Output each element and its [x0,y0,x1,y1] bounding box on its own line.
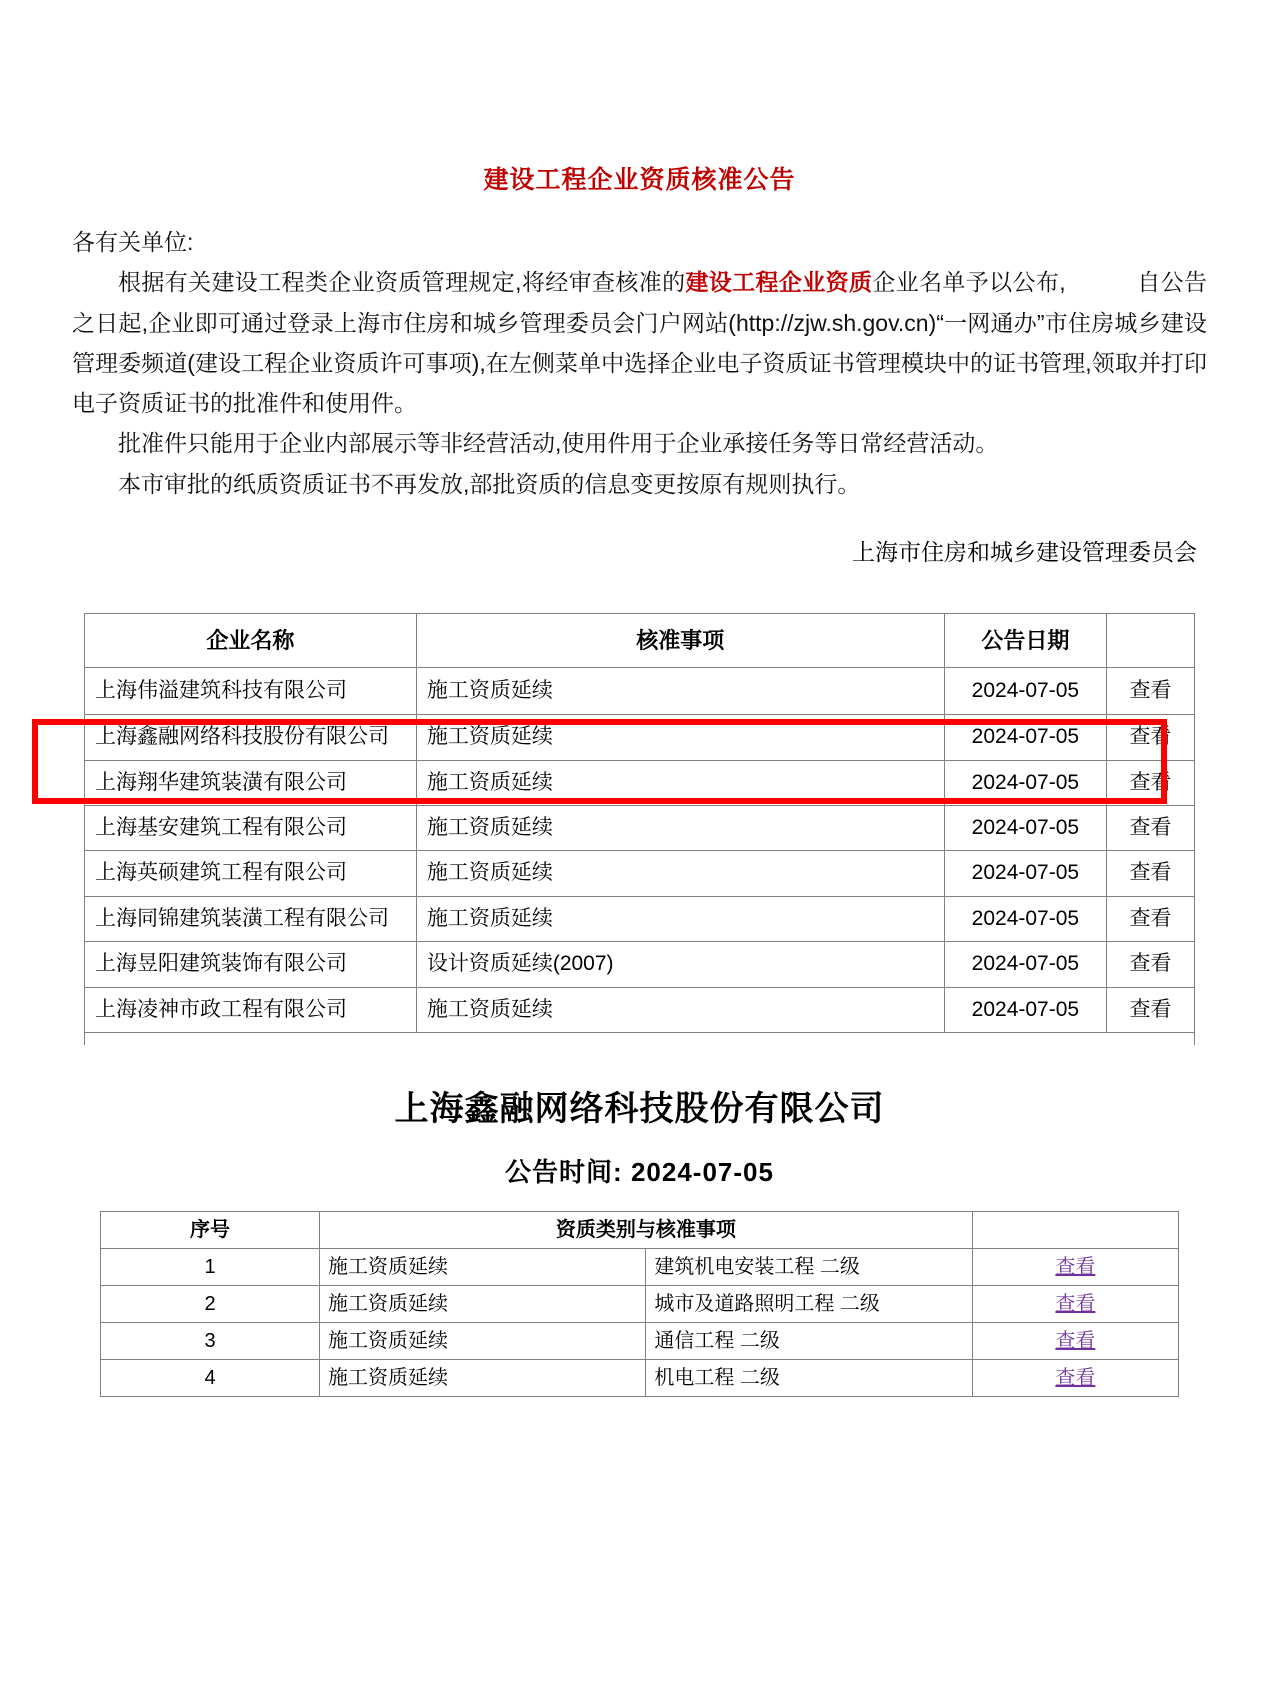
view-link[interactable] [972,1248,1178,1285]
header-approval-item: 核准事项 [416,613,944,668]
cell-announce-date: 2024-07-05 [944,896,1106,941]
view-link[interactable]: 查看 [1106,987,1194,1032]
view-link-text[interactable]: 查看 [1055,1329,1096,1352]
list-item [101,1359,1179,1396]
cell-qualification-category: 机电工程 二级 [646,1359,972,1396]
table-row [85,715,1195,760]
qualification-detail-table [100,1211,1179,1397]
detail-header-row [101,1211,1179,1248]
cell-announce-date: 2024-07-05 [944,760,1106,805]
notice-paragraph-1 [72,262,1207,423]
cell-announce-date: 2024-07-05 [944,851,1106,896]
table-bottom-crop [84,1033,1195,1045]
cell-qualification-category: 通信工程 二级 [646,1322,972,1359]
view-link-text[interactable]: 查看 [1055,1292,1096,1315]
announcement-date [72,1152,1207,1189]
cell-approval-item: 施工资质延续 [416,851,944,896]
page-title: 建设工程企业资质核准公告 [483,166,796,194]
cell-company-name: 上海英硕建筑工程有限公司 [85,851,417,896]
view-link[interactable]: 查看 [1106,896,1194,941]
cell-sequence-no: 2 [101,1285,320,1322]
cell-sequence-no: 3 [101,1322,320,1359]
table-row [85,806,1195,851]
cell-announce-date: 2024-07-05 [944,806,1106,851]
cell-approval-item: 施工资质延续 [416,896,944,941]
cell-sequence-no: 4 [101,1359,320,1396]
cell-company-name: 上海基安建筑工程有限公司 [85,806,417,851]
cell-approval-item: 施工资质延续 [416,668,944,715]
cell-company-name: 上海伟溢建筑科技有限公司 [85,668,417,715]
view-link[interactable]: 查看 [1106,668,1194,715]
header-detail-action [972,1211,1178,1248]
view-link[interactable]: 查看 [1106,806,1194,851]
para1-part-b: 企业名单予以公布, [872,269,1066,296]
header-qualification-category: 资质类别与核准事项 [320,1211,973,1248]
cell-approval-item: 施工资质延续 [416,760,944,805]
view-link[interactable]: 查看 [1106,942,1194,987]
table-row [85,896,1195,941]
table-row [85,668,1195,715]
cell-approval-item: 施工资质延续 [320,1359,646,1396]
view-link[interactable] [972,1322,1178,1359]
cell-announce-date: 2024-07-05 [944,987,1106,1032]
para1-highlight: 建设工程企业资质 [685,269,873,296]
cell-qualification-category: 建筑机电安装工程 二级 [646,1248,972,1285]
notice-body [72,222,1207,504]
para1-part-c: 自公告之日起,企业即可通过登录上海市住房和城乡管理委员会门户网站(http://zjw.sh.gov.cn)“一网通办”市住房城乡建设管理委频道(建设工程企业资质许可事项),在左侧菜单中选择企业电子资质证书管理模块中的证书管理,领取并打印电子资质证书的批准件和使用件。 [72,269,1208,416]
detail-table-container [72,1211,1207,1397]
table-header-row [85,613,1195,668]
issuing-authority: 上海市住房和城乡建设管理委员会 [852,538,1197,565]
table-row [85,760,1195,805]
main-table-container [72,613,1207,1045]
cell-company-name: 上海鑫融网络科技股份有限公司 [85,715,417,760]
list-item [101,1322,1179,1359]
cell-announce-date: 2024-07-05 [944,942,1106,987]
cell-company-name: 上海同锦建筑装潢工程有限公司 [85,896,417,941]
header-announce-date: 公告日期 [944,613,1106,668]
cell-approval-item: 施工资质延续 [416,806,944,851]
table-row [85,987,1195,1032]
cell-announce-date: 2024-07-05 [944,668,1106,715]
view-link-text[interactable]: 查看 [1055,1255,1096,1278]
cell-announce-date: 2024-07-05 [944,715,1106,760]
view-link[interactable] [972,1359,1178,1396]
cell-approval-item: 施工资质延续 [416,715,944,760]
view-link[interactable] [972,1285,1178,1322]
cell-approval-item: 施工资质延续 [320,1322,646,1359]
cell-company-name: 上海凌神市政工程有限公司 [85,987,417,1032]
notice-paragraph-2: 批准件只能用于企业内部展示等非经营活动,使用件用于企业承接任务等日常经营活动。 [118,430,999,457]
cell-approval-item: 施工资质延续 [320,1285,646,1322]
cell-qualification-category: 城市及道路照明工程 二级 [646,1285,972,1322]
header-sequence-no: 序号 [101,1211,320,1248]
announcement-date-value: 2024-07-05 [630,1156,774,1187]
view-link[interactable]: 查看 [1106,760,1194,805]
cell-company-name: 上海翔华建筑装潢有限公司 [85,760,417,805]
view-link[interactable]: 查看 [1106,715,1194,760]
company-name-heading: 上海鑫融网络科技股份有限公司 [394,1089,885,1128]
cell-approval-item: 施工资质延续 [320,1248,646,1285]
header-company-name: 企业名称 [85,613,417,668]
cell-sequence-no: 1 [101,1248,320,1285]
announcement-date-label: 公告时间: [505,1156,623,1187]
view-link[interactable]: 查看 [1106,851,1194,896]
table-row [85,851,1195,896]
cell-approval-item: 施工资质延续 [416,987,944,1032]
announcement-table [84,613,1195,1033]
list-item [101,1248,1179,1285]
header-action [1106,613,1194,668]
para1-part-a: 根据有关建设工程类企业资质管理规定,将经审查核准的 [118,269,686,296]
cell-approval-item: 设计资质延续(2007) [416,942,944,987]
salutation: 各有关单位: [72,229,194,255]
list-item [101,1285,1179,1322]
notice-paragraph-3: 本市审批的纸质资质证书不再发放,部批资质的信息变更按原有规则执行。 [118,470,861,497]
view-link-text[interactable]: 查看 [1055,1366,1096,1389]
table-row [85,942,1195,987]
cell-company-name: 上海昱阳建筑装饰有限公司 [85,942,417,987]
